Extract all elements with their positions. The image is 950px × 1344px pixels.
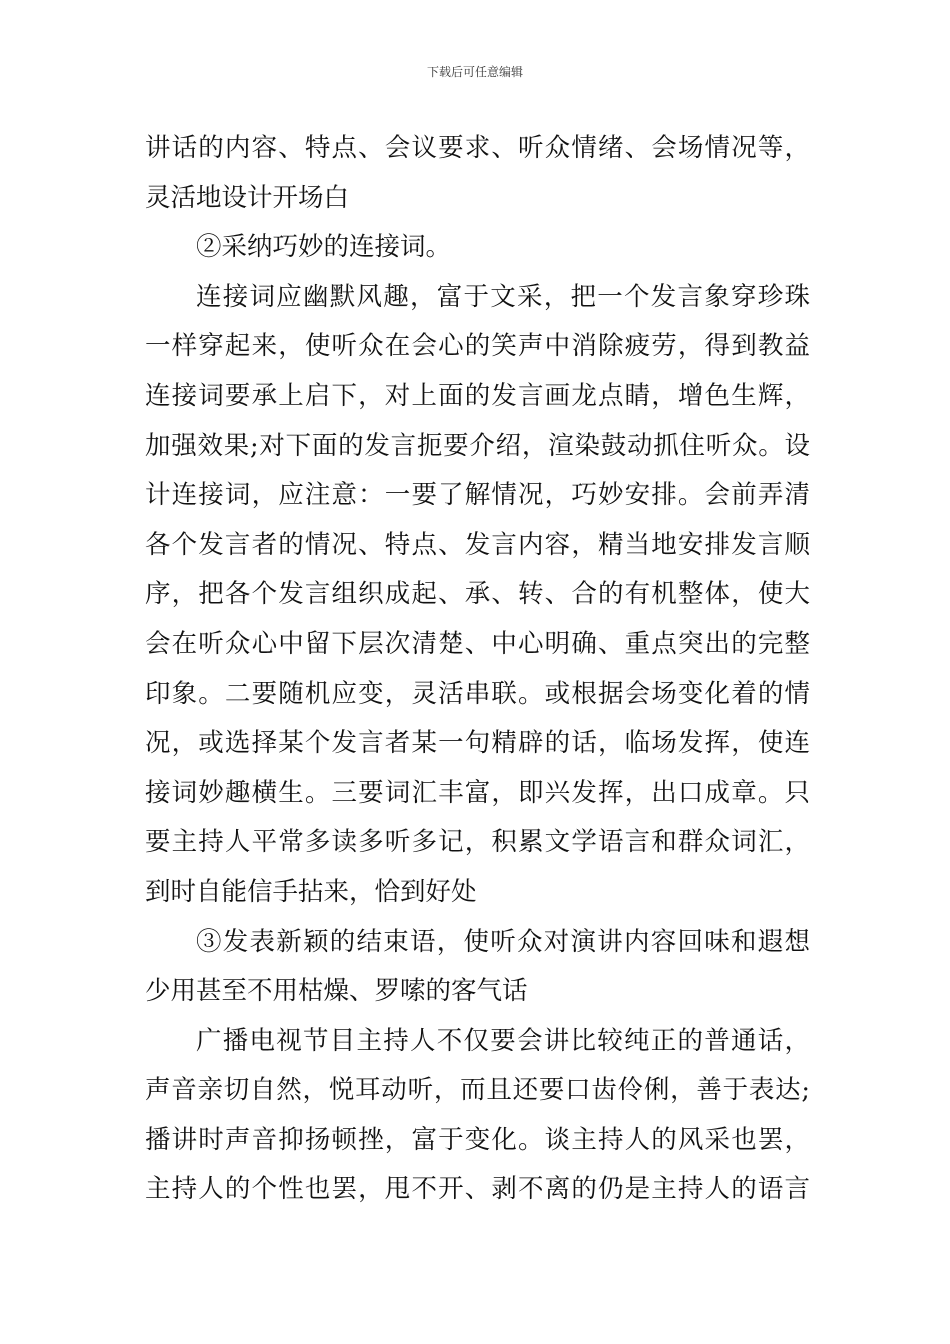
text-line: 灵活地设计开场白 bbox=[145, 182, 350, 213]
text-line: ②采纳巧妙的连接词。 bbox=[196, 232, 452, 263]
text-line: 要主持人平常多读多听多记，积累文学语言和群众词汇， bbox=[145, 827, 810, 858]
text-line: 主持人的个性也罢，甩不开、剥不离的仍是主持人的语言 bbox=[145, 1174, 810, 1205]
text-line: 广播电视节目主持人不仅要会讲比较纯正的普通话， bbox=[196, 1025, 810, 1056]
text-line: 序，把各个发言组织成起、承、转、合的有机整体，使大 bbox=[145, 579, 810, 610]
text-line: 一样穿起来，使听众在会心的笑声中消除疲劳，得到教益 bbox=[145, 331, 810, 362]
text-line: 到时自能信手拈来，恰到好处 bbox=[145, 876, 477, 907]
text-line: 播讲时声音抑扬顿挫，富于变化。谈主持人的风采也罢， bbox=[145, 1124, 810, 1155]
text-line: 计连接词，应注意：一要了解情况，巧妙安排。会前弄清 bbox=[145, 480, 810, 511]
text-line: 印象。二要随机应变，灵活串联。或根据会场变化着的情 bbox=[145, 678, 810, 709]
text-line: 加强效果;对下面的发言扼要介绍，渲染鼓动抓住听众。设 bbox=[145, 430, 810, 461]
text-line: 连接词要承上启下，对上面的发言画龙点睛，增色生辉， bbox=[145, 380, 810, 411]
text-line: 各个发言者的情况、特点、发言内容，精当地安排发言顺 bbox=[145, 529, 810, 560]
page-header: 下载后可任意编辑 bbox=[426, 65, 523, 79]
text-line: 会在听众心中留下层次清楚、中心明确、重点突出的完整 bbox=[145, 628, 810, 659]
text-line: 声音亲切自然，悦耳动听，而且还要口齿伶俐，善于表达; bbox=[145, 1075, 810, 1106]
text-line: 况，或选择某个发言者某一句精辟的话，临场发挥，使连 bbox=[145, 728, 810, 759]
text-line: ③发表新颖的结束语，使听众对演讲内容回味和遐想 bbox=[196, 926, 810, 957]
text-line: 接词妙趣横生。三要词汇丰富，即兴发挥，出口成章。只 bbox=[145, 777, 810, 808]
text-line: 讲话的内容、特点、会议要求、听众情绪、会场情况等， bbox=[145, 133, 810, 163]
text-line: 少用甚至不用枯燥、罗嗦的客气话 bbox=[145, 976, 528, 1007]
document-body bbox=[145, 124, 810, 1215]
text-line: 连接词应幽默风趣，富于文采，把一个发言象穿珍珠 bbox=[196, 281, 810, 312]
